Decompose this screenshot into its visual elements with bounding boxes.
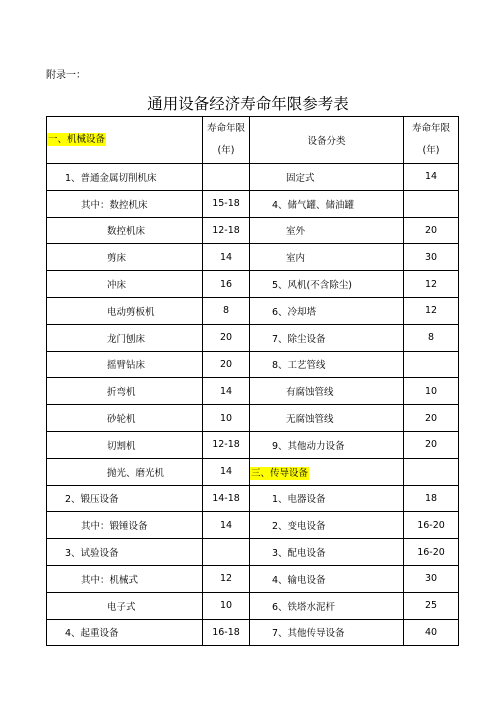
equipment-name: 抛光、磨光机 — [47, 458, 203, 485]
life-value: 12 — [404, 271, 459, 298]
table-row — [47, 190, 459, 217]
category-name: 7、其他传导设备 — [250, 619, 404, 646]
equipment-name: 折弯机 — [47, 378, 203, 405]
life-value: 20 — [203, 324, 250, 351]
table-row — [47, 244, 459, 271]
equipment-name: 3、试验设备 — [47, 539, 203, 566]
page-title: 通用设备经济寿命年限参考表 — [147, 95, 349, 113]
category-name: 室外 — [250, 217, 404, 244]
life-value — [203, 164, 250, 191]
life-value: 16-18 — [203, 619, 250, 646]
category-name: 5、风机(不含除尘) — [250, 271, 404, 298]
life-value: 12-18 — [203, 217, 250, 244]
life-value: 14-18 — [203, 485, 250, 512]
equipment-name: 其中：机械式 — [47, 565, 203, 592]
life-value: 8 — [404, 324, 459, 351]
life-value: 14 — [203, 244, 250, 271]
equipment-name: 4、起重设备 — [47, 619, 203, 646]
table-row — [47, 431, 459, 458]
life-value: 14 — [203, 458, 250, 485]
category-name: 4、输电设备 — [250, 565, 404, 592]
life-value: 16-20 — [404, 539, 459, 566]
table-header-row — [47, 117, 459, 164]
category-name: 8、工艺管线 — [250, 351, 404, 378]
table-row — [47, 592, 459, 619]
category-name: 固定式 — [250, 164, 404, 191]
life-value: 30 — [404, 244, 459, 271]
life-value: 15-18 — [203, 190, 250, 217]
life-value: 20 — [404, 217, 459, 244]
category-name: 无腐蚀管线 — [250, 405, 404, 432]
appendix-label: 附录一： — [46, 70, 86, 81]
life-value: 16 — [203, 271, 250, 298]
category-name: 7、除尘设备 — [250, 324, 404, 351]
category-name: 6、铁塔水泥杆 — [250, 592, 404, 619]
life-value: 25 — [404, 592, 459, 619]
category-name: 6、冷却塔 — [250, 297, 404, 324]
category-name: 4、储气罐、储油罐 — [250, 190, 404, 217]
equipment-name: 2、锻压设备 — [47, 485, 203, 512]
life-value: 10 — [203, 405, 250, 432]
life-value: 14 — [203, 378, 250, 405]
life-value: 12-18 — [203, 431, 250, 458]
life-value: 18 — [404, 485, 459, 512]
life-years-header: 寿命年限 (年) — [203, 117, 250, 164]
life-value: 14 — [203, 512, 250, 539]
life-value — [404, 351, 459, 378]
life-value: 20 — [203, 351, 250, 378]
table-row — [47, 164, 459, 191]
category-name: 3、配电设备 — [250, 539, 404, 566]
table-row — [47, 297, 459, 324]
reference-table — [46, 116, 459, 646]
life-value — [404, 190, 459, 217]
life-value: 20 — [404, 405, 459, 432]
life-value: 12 — [404, 297, 459, 324]
table-row — [47, 324, 459, 351]
life-value: 40 — [404, 619, 459, 646]
category-header: 设备分类 — [250, 117, 404, 164]
equipment-name: 电动剪板机 — [47, 297, 203, 324]
table-row — [47, 512, 459, 539]
life-value: 14 — [404, 164, 459, 191]
equipment-name: 剪床 — [47, 244, 203, 271]
table-row — [47, 565, 459, 592]
equipment-name: 数控机床 — [47, 217, 203, 244]
category-name: 9、其他动力设备 — [250, 431, 404, 458]
life-value: 30 — [404, 565, 459, 592]
equipment-name: 切割机 — [47, 431, 203, 458]
table-row — [47, 271, 459, 298]
table-row — [47, 405, 459, 432]
equipment-name: 其中：锻锤设备 — [47, 512, 203, 539]
life-years-header-2: 寿命年限 (年) — [404, 117, 459, 164]
category-name: 2、变电设备 — [250, 512, 404, 539]
equipment-name: 摇臂钻床 — [47, 351, 203, 378]
equipment-name: 砂轮机 — [47, 405, 203, 432]
life-value — [203, 539, 250, 566]
life-value: 16-20 — [404, 512, 459, 539]
equipment-name: 1、普通金属切削机床 — [47, 164, 203, 191]
equipment-name: 龙门刨床 — [47, 324, 203, 351]
table-row — [47, 619, 459, 646]
table-row — [47, 378, 459, 405]
category-name: 有腐蚀管线 — [250, 378, 404, 405]
life-value: 10 — [203, 592, 250, 619]
life-value — [404, 458, 459, 485]
section-heading-conduction: 三、传导设备 — [250, 458, 404, 485]
table-row — [47, 485, 459, 512]
equipment-name: 其中：数控机床 — [47, 190, 203, 217]
table-row — [47, 539, 459, 566]
equipment-name: 冲床 — [47, 271, 203, 298]
section-heading-mechanical: 一、机械设备 — [47, 117, 203, 164]
life-value: 10 — [404, 378, 459, 405]
equipment-name: 电子式 — [47, 592, 203, 619]
life-value: 8 — [203, 297, 250, 324]
category-name: 1、电器设备 — [250, 485, 404, 512]
table-row — [47, 217, 459, 244]
life-value: 20 — [404, 431, 459, 458]
life-value: 12 — [203, 565, 250, 592]
table-row — [47, 458, 459, 485]
category-name: 室内 — [250, 244, 404, 271]
table-row — [47, 351, 459, 378]
